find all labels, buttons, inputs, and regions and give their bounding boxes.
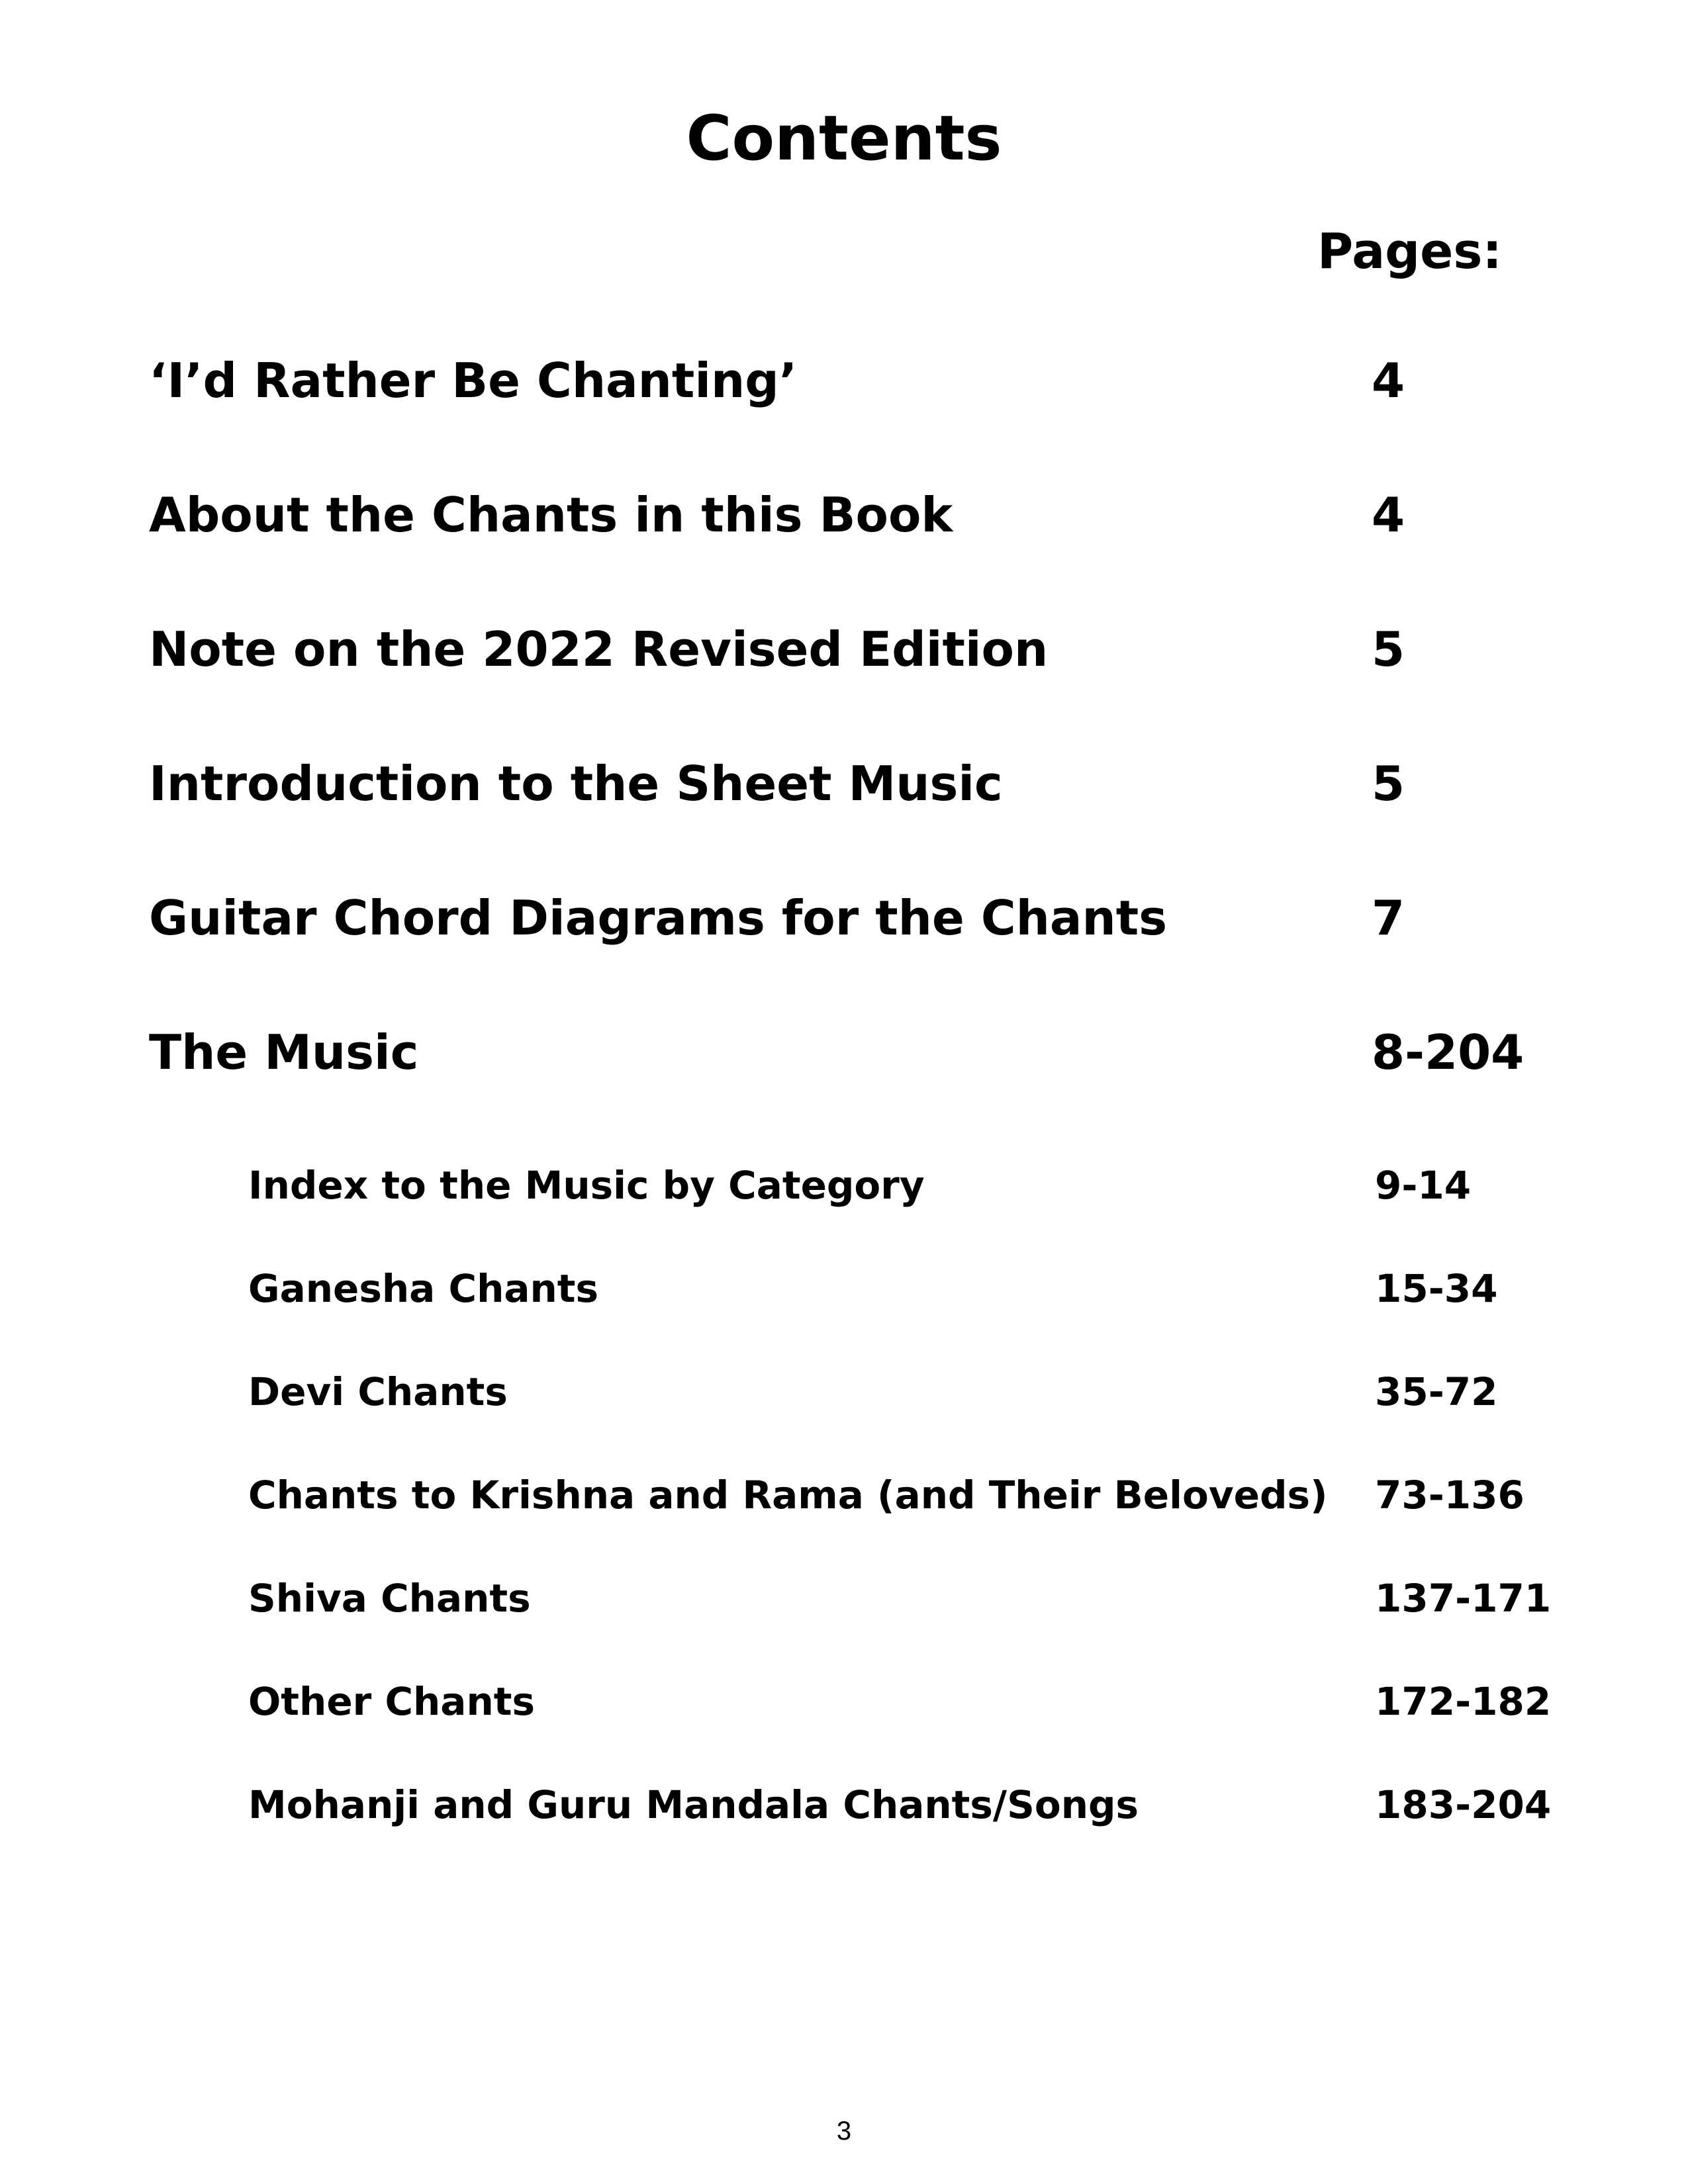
- toc-subentry-label: Shiva Chants: [248, 1576, 531, 1621]
- toc-entry-page: 5: [1372, 621, 1405, 677]
- toc-entry-the-music[interactable]: [0, 1016, 1688, 1089]
- toc-subentry-label: Other Chants: [248, 1679, 535, 1724]
- toc-entry-page: 4: [1372, 353, 1405, 408]
- toc-entry-label: Guitar Chord Diagrams for the Chants: [149, 890, 1168, 946]
- toc-subentry-label: Devi Chants: [248, 1369, 508, 1414]
- toc-subentry-devi-chants[interactable]: [0, 1355, 1688, 1428]
- page-title: Contents: [686, 103, 1002, 175]
- page-number: 3: [836, 2116, 852, 2146]
- toc-subentry-label: Index to the Music by Category: [248, 1163, 925, 1208]
- toc-subentry-index-by-category[interactable]: [0, 1149, 1688, 1222]
- toc-subentry-page: 137-171: [1375, 1576, 1552, 1621]
- toc-entry-note-on-revised-edition[interactable]: [0, 613, 1688, 686]
- toc-subentry-other-chants[interactable]: [0, 1665, 1688, 1738]
- toc-entry-guitar-chord-diagrams[interactable]: [0, 882, 1688, 954]
- toc-subentry-mohanji-and-guru-mandala[interactable]: [0, 1768, 1688, 1841]
- toc-entry-about-the-chants[interactable]: [0, 478, 1688, 551]
- toc-entry-label: The Music: [149, 1024, 419, 1080]
- toc-entry-introduction-to-sheet-music[interactable]: [0, 747, 1688, 820]
- toc-subentry-label: Ganesha Chants: [248, 1266, 599, 1311]
- toc-subentry-page: 73-136: [1375, 1473, 1524, 1518]
- toc-entry-label: ‘I’d Rather Be Chanting’: [149, 353, 798, 408]
- toc-subentry-shiva-chants[interactable]: [0, 1562, 1688, 1635]
- toc-entry-id-rather-be-chanting[interactable]: [0, 344, 1688, 417]
- toc-subentry-page: 183-204: [1375, 1782, 1552, 1827]
- toc-subentry-page: 15-34: [1375, 1266, 1498, 1311]
- toc-entry-page: 5: [1372, 756, 1405, 811]
- pages-column-heading: Pages:: [1317, 223, 1502, 280]
- toc-subentry-label: Mohanji and Guru Mandala Chants/Songs: [248, 1782, 1139, 1827]
- toc-subentry-ganesha-chants[interactable]: [0, 1252, 1688, 1325]
- toc-subentry-label: Chants to Krishna and Rama (and Their Beloveds): [248, 1473, 1328, 1518]
- toc-subentry-page: 9-14: [1375, 1163, 1472, 1208]
- toc-subentry-krishna-and-rama-chants[interactable]: [0, 1459, 1688, 1531]
- toc-entry-label: Introduction to the Sheet Music: [149, 756, 1003, 811]
- toc-entry-label: Note on the 2022 Revised Edition: [149, 621, 1049, 677]
- toc-entry-page: 7: [1372, 890, 1405, 946]
- toc-entry-page: 4: [1372, 487, 1405, 543]
- toc-subentry-page: 35-72: [1375, 1369, 1498, 1414]
- toc-entry-page: 8-204: [1372, 1024, 1524, 1080]
- toc-entry-label: About the Chants in this Book: [149, 487, 953, 543]
- toc-subentry-page: 172-182: [1375, 1679, 1552, 1724]
